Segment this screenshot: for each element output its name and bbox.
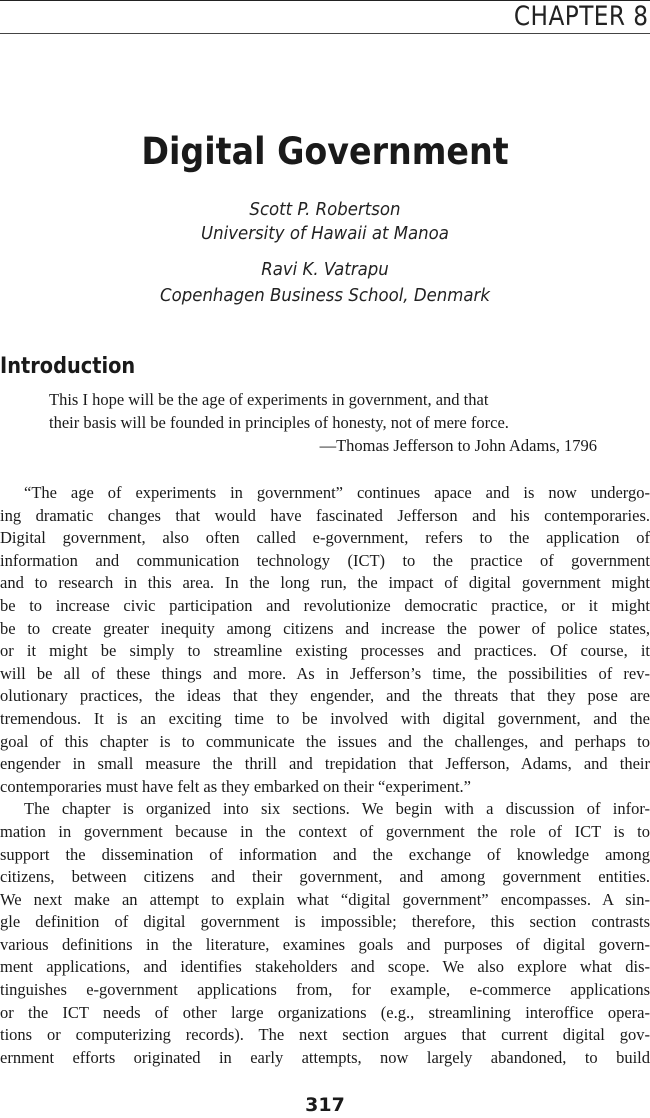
text-line: contemporaries must have felt as they embarked on their “experiment.” bbox=[0, 776, 471, 796]
epigraph-line: This I hope will be the age of experiments in government, and that bbox=[49, 390, 489, 409]
author-affiliation-2: Copenhagen Business School, Denmark bbox=[160, 285, 490, 306]
paragraph-2 bbox=[0, 798, 650, 1069]
chapter-label: CHAPTER 8 bbox=[513, 1, 648, 32]
text-line: or it might be simply to streamline existing processes and practices. Of course, it bbox=[0, 641, 650, 661]
body-text bbox=[0, 482, 650, 1069]
text-line: or the ICT needs of other large organizations (e.g., streamlining interoffice opera- bbox=[0, 1002, 650, 1022]
page-number: 317 bbox=[305, 1094, 345, 1116]
text-line: tions or computerizing records). The next section argues that current digital gov- bbox=[0, 1025, 650, 1045]
chapter-rule bbox=[0, 33, 650, 34]
text-line: We next make an attempt to explain what “digital government” encompasses. A sin- bbox=[0, 889, 650, 909]
text-line: will be all of these things and more. As in Jefferson’s time, the possibilities of rev- bbox=[0, 663, 650, 683]
text-line: and to research in this area. In the long run, the impact of digital government might bbox=[0, 573, 650, 593]
author-affiliation-1: University of Hawaii at Manoa bbox=[201, 223, 449, 244]
text-line: goal of this chapter is to communicate the issues and the challenges, and perhaps to bbox=[0, 731, 650, 751]
author-name-1: Scott P. Robertson bbox=[249, 199, 401, 220]
text-line: mation in government because in the context of government the role of ICT is to bbox=[0, 821, 650, 841]
text-line: “The age of experiments in government” continues apace and is now undergo- bbox=[24, 483, 650, 502]
epigraph-attribution: —Thomas Jefferson to John Adams, 1796 bbox=[319, 436, 597, 455]
text-line: olutionary practices, the ideas that they engender, and the threats that they pose are bbox=[0, 686, 650, 706]
text-line: be to create greater inequity among citizens and increase the power of police states, bbox=[0, 618, 650, 638]
text-line: Digital government, also often called e-government, refers to the application of bbox=[0, 528, 650, 548]
author-name-2: Ravi K. Vatrapu bbox=[261, 259, 389, 280]
text-line: support the dissemination of information and the exchange of knowledge among bbox=[0, 844, 650, 864]
section-heading: Introduction bbox=[0, 354, 136, 379]
paragraph-1 bbox=[0, 482, 650, 798]
text-line: be to increase civic participation and revolutionize democratic practice, or it might bbox=[0, 595, 650, 615]
text-line: gle definition of digital government is impossible; therefore, this section contrasts bbox=[0, 912, 650, 932]
text-line: tinguishes e-government applications from, for example, e-commerce applications bbox=[0, 980, 650, 1000]
text-line: The chapter is organized into six sections. We begin with a discussion of infor- bbox=[24, 799, 650, 819]
text-line: engender in small measure the thrill and trepidation that Jefferson, Adams, and their bbox=[0, 754, 650, 774]
text-line: ernment efforts originated in early attempts, now largely abandoned, to build bbox=[0, 1047, 650, 1067]
text-line: citizens, between citizens and their government, and among government entities. bbox=[0, 867, 650, 887]
text-line: tremendous. It is an exciting time to be involved with digital government, and the bbox=[0, 708, 650, 728]
chapter-title: Digital Government bbox=[141, 130, 509, 173]
epigraph-line: their basis will be founded in principles of honesty, not of mere force. bbox=[49, 413, 509, 432]
text-line: ment applications, and identifies stakeholders and scope. We also explore what dis- bbox=[0, 957, 650, 977]
text-line: various definitions in the literature, examines goals and purposes of digital govern- bbox=[0, 934, 650, 954]
text-line: ing dramatic changes that would have fascinated Jefferson and his contemporaries. bbox=[0, 505, 650, 525]
epigraph bbox=[49, 388, 597, 457]
text-line: information and communication technology (ICT) to the practice of government bbox=[0, 550, 650, 570]
